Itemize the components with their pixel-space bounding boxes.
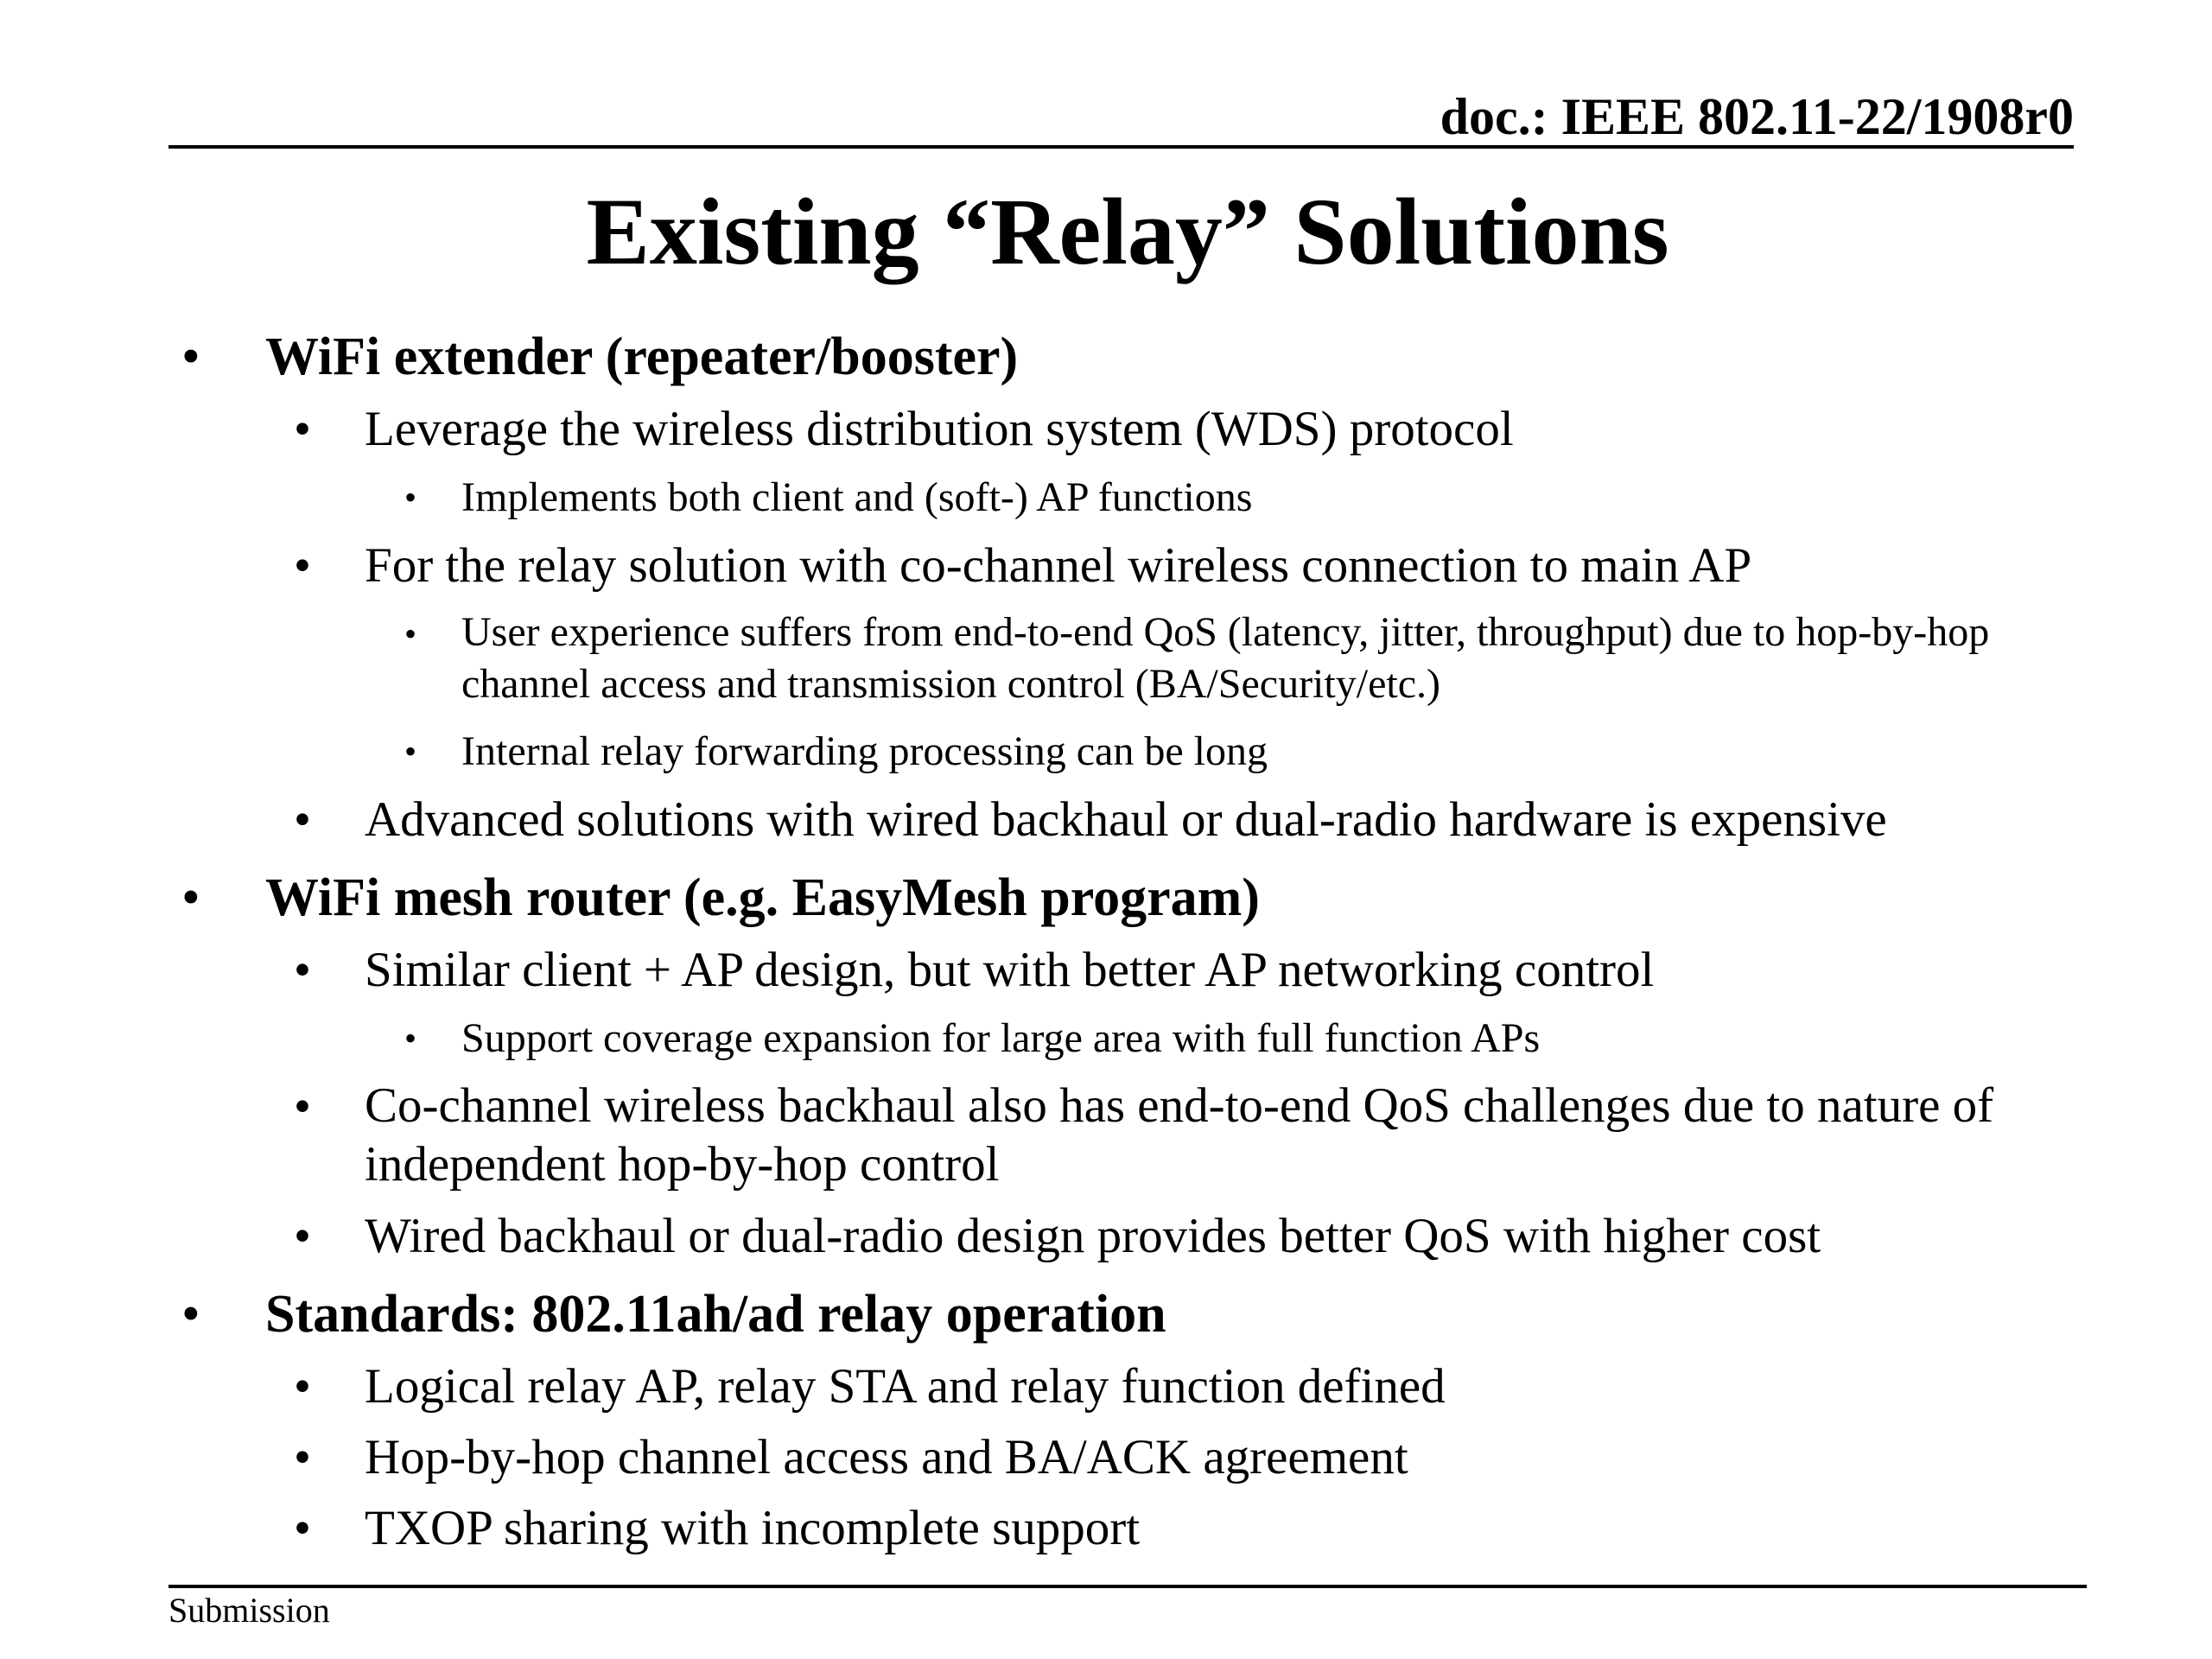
bullet-icon: • [294,402,311,456]
section-heading-wifi-extender [0,320,2212,394]
sub-list-item-text: Internal relay forwarding processing can be long [461,728,1268,774]
sub-list-item-text [461,607,1989,710]
sub-list-item [0,601,2212,719]
list-item-text: Advanced solutions with wired backhaul or dual-radio hardware is expensive [365,792,1887,847]
document-id: doc.: IEEE 802.11-22/1908r0 [1440,88,2074,145]
bullet-icon: • [294,1430,311,1484]
bullet-icon: • [294,538,311,593]
list-item-text: Leverage the wireless distribution system (WDS) protocol [365,402,1514,456]
sub-list-item-line: User experience suffers from end-to-end QoS (latency, jitter, throughput) due to hop-by-hop [461,609,1990,655]
bullet-icon: • [294,1501,311,1555]
sub-list-item [0,1006,2212,1071]
bullet-icon: • [181,327,200,386]
list-item [0,1422,2212,1493]
section-heading-wifi-mesh [0,861,2212,935]
bullet-icon: • [181,1285,200,1344]
bullet-icon: • [294,1359,311,1414]
section-heading-text: WiFi extender (repeater/booster) [265,327,1019,386]
list-item-text: Similar client + AP design, but with better AP networking control [365,943,1655,997]
bullet-icon: • [404,732,417,771]
sub-list-item [0,465,2212,531]
bullet-icon: • [294,943,311,997]
sub-list-item [0,719,2212,785]
list-item [0,1201,2212,1272]
list-item-line: independent hop-by-hop control [365,1137,1000,1192]
bullet-icon: • [294,1079,311,1134]
section-heading-standards [0,1277,2212,1351]
list-item [0,785,2212,855]
list-item-text [365,1077,1993,1194]
section-heading-text: Standards: 802.11ah/ad relay operation [265,1285,1166,1344]
bullet-icon: • [181,868,200,927]
sub-list-item-text: Support coverage expansion for large area with full function APs [461,1015,1541,1061]
sub-list-item-text: Implements both client and (soft-) AP functions [461,474,1253,520]
list-item-text: Wired backhaul or dual-radio design provides better QoS with higher cost [365,1209,1821,1263]
list-item [0,531,2212,601]
list-item-text: TXOP sharing with incomplete support [365,1501,1141,1555]
slide-content [0,320,2212,1564]
bullet-icon: • [404,1019,417,1058]
list-item-text: For the relay solution with co-channel wireless connection to main AP [365,538,1752,593]
bullet-icon: • [404,614,417,653]
list-item [0,1071,2212,1201]
list-item [0,1351,2212,1422]
sub-list-item-line: channel access and transmission control (BA/Security/etc.) [461,661,1440,707]
section-heading-text: WiFi mesh router (e.g. EasyMesh program) [265,868,1260,927]
slide-title: Existing “Relay” Solutions [586,179,1669,284]
bullet-icon: • [294,1209,311,1263]
list-item [0,935,2212,1006]
bullet-icon: • [294,792,311,847]
bullet-icon: • [404,478,417,517]
list-item-line: Co-channel wireless backhaul also has end-to-end QoS challenges due to nature of [365,1078,1994,1133]
list-item [0,1493,2212,1564]
header-divider [168,145,2074,149]
footer-label: Submission [168,1591,330,1630]
footer-divider [168,1585,2087,1588]
list-item-text: Hop-by-hop channel access and BA/ACK agreement [365,1430,1408,1484]
list-item-text: Logical relay AP, relay STA and relay function defined [365,1359,1446,1414]
list-item [0,394,2212,465]
